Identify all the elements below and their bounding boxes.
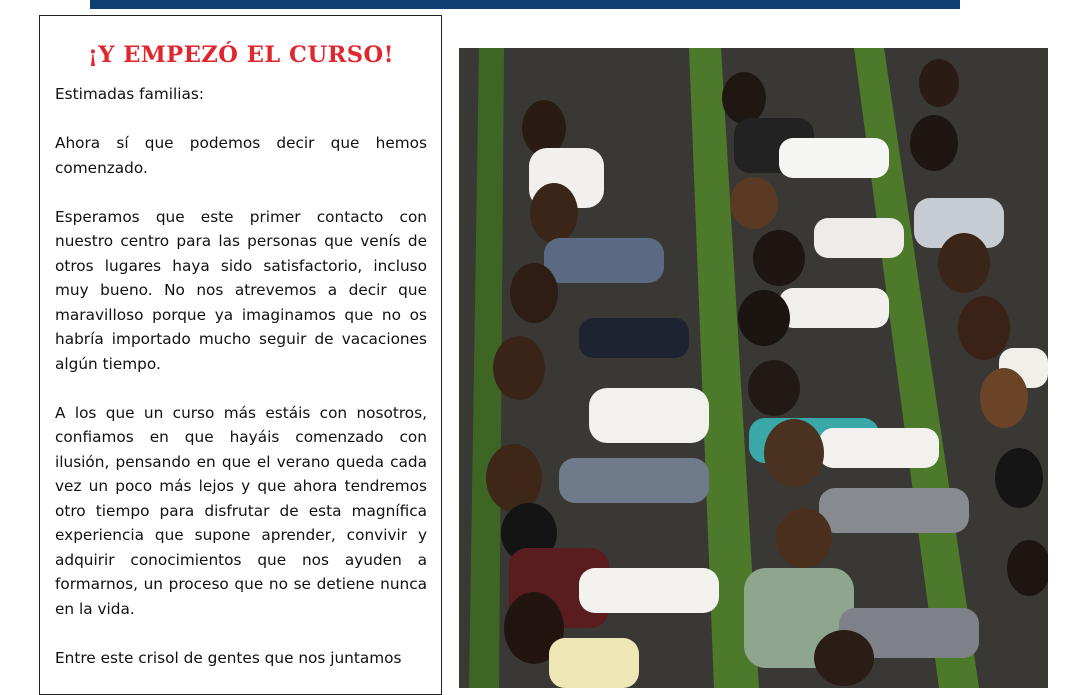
header-bar [90,0,960,9]
paragraph-new-students: Esperamos que este primer contacto con nuestro centro para las personas que venís de otros lugares haya sido satisfactorio, incluso muy bueno. No nos atrevemos a decir que maravilloso porque ya imaginamos que no os habría importado mucho seguir de vacaciones algún tiempo. [55,207,427,373]
article-box [39,15,442,695]
photo-illustration [459,48,1048,688]
article-title: ¡Y EMPEZÓ EL CURSO! [87,42,394,68]
greeting: Estimadas familias: [55,85,204,103]
paragraph-returning-students: A los que un curso más estáis con nosotros, confiamos en que hayáis comenzado con ilusión, pensando en que el verano queda cada vez un poco más lejos y que ahora tendremos otro tiempo para disfrutar de esta magnífica experiencia que supone aprender, convivir y adquirir conocimientos que nos ayuden a formarnos, un proceso que no se detiene nunca en la vida. [55,403,427,618]
paragraph-crisol: Entre este crisol de gentes que nos juntamos [55,648,402,667]
paragraph-intro: Ahora sí que podemos decir que hemos comenzado. [55,134,427,177]
students-auditorium-photo [459,48,1048,688]
